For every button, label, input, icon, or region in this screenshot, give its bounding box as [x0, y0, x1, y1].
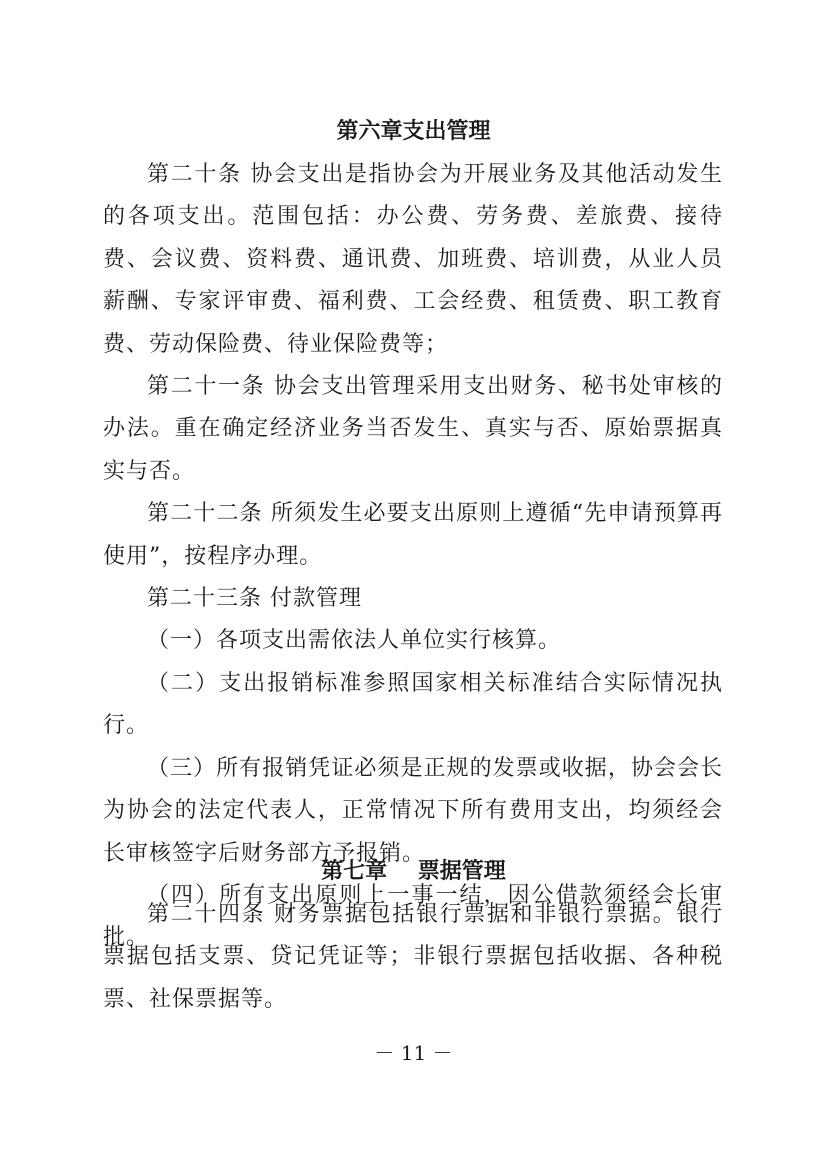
chapter-7-body: [103, 894, 723, 1021]
article-23-item-3: （三）所有报销凭证必须是正规的发票或收据，协会会长为协会的法定代表人，正常情况下所有费用支出，均须经会长审核签字后财务部方予报销。: [103, 755, 723, 866]
page-number: － 11 －: [374, 1041, 453, 1065]
chapter-6-body: [103, 154, 723, 960]
article-23-item-2: （二）支出报销标准参照国家相关标准结合实际情况执行。: [103, 670, 723, 739]
article-23-item-1: （一）各项支出需依法人单位实行核算。: [147, 628, 562, 654]
article-22: 第二十二条 所须发生必要支出原则上遵循“先申请预算再使用”，按程序办理。: [103, 501, 723, 569]
article-23-item-4: （四）所有支出原则上一事一结，因公借款须经会长审批。: [103, 882, 723, 951]
chapter-7-title: 第七章 票据管理: [321, 859, 506, 884]
article-23: 第二十三条 付款管理: [147, 586, 362, 612]
article-24: 第二十四条 财务票据包括银行票据和非银行票据。银行票据包括支票、贷记凭证等；非银行票据包括收据、各种税票、社保票据等。: [103, 902, 723, 1012]
article-20: 第二十条 协会支出是指协会为开展业务及其他活动发生的各项支出。范围包括：办公费、劳务费、差旅费、接待费、会议费、资料费、通讯费、加班费、培训费，从业人员薪酬、专家评审费、福利费、工会经费、租赁费、职工教育费、劳动保险费、待业保险费等；: [103, 162, 723, 357]
chapter-6-title: 第六章支出管理: [336, 119, 491, 144]
article-21: 第二十一条 协会支出管理采用支出财务、秘书处审核的办法。重在确定经济业务当否发生、真实与否、原始票据真实与否。: [103, 374, 723, 484]
